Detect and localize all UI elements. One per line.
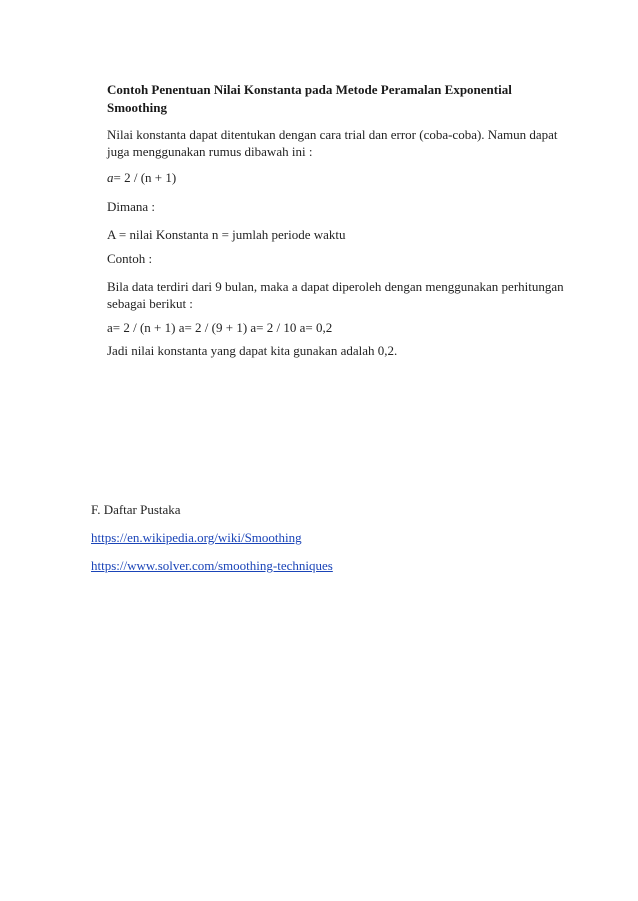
reference-link-2[interactable] bbox=[91, 558, 333, 574]
example-line-1: Bila data terdiri dari 9 bulan, maka a dapat diperoleh dengan menggunakan perhitungan bbox=[107, 279, 564, 294]
intro-line-1: Nilai konstanta dapat ditentukan dengan cara trial dan error (coba-coba). Namun dapat bbox=[107, 127, 558, 142]
reference-link-1[interactable] bbox=[91, 530, 302, 546]
dimana-label: Dimana : bbox=[107, 199, 156, 214]
contoh-label: Contoh : bbox=[107, 251, 153, 266]
intro-line-2: juga menggunakan rumus dibawah ini : bbox=[107, 144, 313, 159]
conclusion-text: Jadi nilai konstanta yang dapat kita gunakan adalah 0,2. bbox=[107, 343, 398, 358]
references-heading: F. Daftar Pustaka bbox=[91, 502, 181, 517]
reference-link-wikipedia[interactable]: https://en.wikipedia.org/wiki/Smoothing bbox=[91, 530, 302, 545]
section-title-line-1: Contoh Penentuan Nilai Konstanta pada Metode Peramalan Exponential bbox=[107, 82, 512, 97]
formula-variable: a bbox=[107, 170, 114, 185]
example-line-2: sebagai berikut : bbox=[107, 296, 193, 311]
formula bbox=[107, 170, 176, 186]
formula-expression: = 2 / (n + 1) bbox=[113, 170, 177, 185]
reference-link-solver[interactable]: https://www.solver.com/smoothing-techniques bbox=[91, 558, 333, 573]
section-title-line-2: Smoothing bbox=[107, 100, 167, 115]
calculation-text: a= 2 / (n + 1) a= 2 / (9 + 1) a= 2 / 10 a= 0,2 bbox=[107, 320, 333, 335]
definition-text: A = nilai Konstanta n = jumlah periode waktu bbox=[107, 227, 346, 242]
